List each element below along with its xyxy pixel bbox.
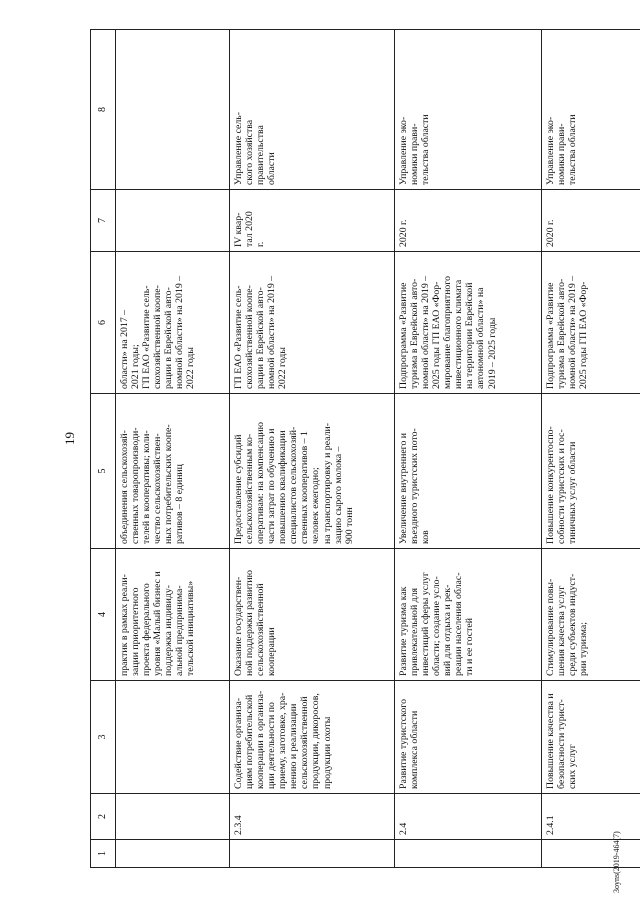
- cell-responsible: [116, 30, 230, 190]
- cell-result: Увеличение внутреннего и въездного туристских пото- ков: [395, 394, 542, 549]
- cell-program: ГП ЕАО «Развитие сель- скохозяйственной коопе- рации в Еврейской авто- номной области» на 2019 – 2022 годы: [230, 252, 395, 394]
- header-cell: 2: [91, 794, 116, 840]
- cell-col1: [395, 840, 542, 868]
- cell-responsible: Управление сель- ского хозяйства правительства области: [230, 30, 395, 190]
- table-row: [542, 30, 640, 868]
- page-number: 19: [62, 432, 77, 445]
- cell-measure: Развитие туристского комплекса области: [395, 681, 542, 794]
- cell-responsible: Управление эко- номики прави- тельства области: [395, 30, 542, 190]
- cell-result: Повышение конкурентоспо- собности туристских и гос- тиничных услуг области: [542, 394, 640, 549]
- document-footer-code: 3oyns(2019-464(7): [612, 831, 621, 893]
- header-cell: 3: [91, 681, 116, 794]
- cell-measure: Содействие организа- циям потребительской кооперации в организа- ции деятельности по приему, заготовке, хра- нению и реализации сельскохозяйственной продукции, дикоросов, продукции охоты: [230, 681, 395, 794]
- cell-deadline: [116, 190, 230, 252]
- cell-mechanism: Оказание государствен- ной поддержки развитию сельскохозяйственной кооперации: [230, 549, 395, 681]
- table-row: [116, 30, 230, 868]
- cell-number: 2.3.4: [230, 794, 395, 840]
- cell-mechanism: Стимулирование повы- шения качества услуг среди субъектов индуст- рии туризма;: [542, 549, 640, 681]
- measures-table: [90, 29, 640, 868]
- cell-responsible: Управление эко- номики прави- тельства области: [542, 30, 640, 190]
- cell-mechanism: Развитие туризма как привлекательной для инвестиций сферы услуг области; создание усло- вий для отдыха и рек- реации населения облас- ти и ее гостей: [395, 549, 542, 681]
- table-row: [395, 30, 542, 868]
- cell-mechanism: практик в рамках реали- зации приоритетного проекта федерального уровня «Малый бизнес и поддержка индивиду- альной предпринима- тельской инициативы»: [116, 549, 230, 681]
- cell-col1: [542, 840, 640, 868]
- table-row: [230, 30, 395, 868]
- header-cell: 8: [91, 30, 116, 190]
- cell-program: Подпрограмма «Развитие туризма в Еврейской авто- номной области» на 2019 – 2025 годы ГП ЕАО «Фор- мирование благоприятного инвестиционного климата на территории Еврейской автономной области» на 2019 – 2025 годы: [395, 252, 542, 394]
- cell-program: области» на 2017 – 2021 годы; ГП ЕАО «Развитие сель- скохозяйственной коопе- рации в Еврейской авто- номной области» на 2019 – 2022 годы: [116, 252, 230, 394]
- cell-number: 2.4: [395, 794, 542, 840]
- cell-deadline: IV квар- тал 2020 г.: [230, 190, 395, 252]
- measures-table-rotated: [90, 30, 590, 868]
- cell-result: объединения сельскохозяй- ственных товаропроизводи- телей в кооперативы; коли- чество сельскохозяйствен- ных потребительских коопе- ративов – 8 единиц: [116, 394, 230, 549]
- header-cell: 4: [91, 549, 116, 681]
- header-cell: 6: [91, 252, 116, 394]
- cell-program: Подпрограмма «Развитие туризма в Еврейской авто- номной области» на 2019 – 2025 годы ГП ЕАО «Фор-: [542, 252, 640, 394]
- cell-deadline: 2020 г.: [395, 190, 542, 252]
- header-cell: 5: [91, 394, 116, 549]
- cell-result: Предоставление субсидий сельскохозяйственным ко- оперативам: на компенсацию части затрат по обучению и повышению квалификации специалистов сельскохозяй- ственных кооперативов – 1 человек ежегодно; на транспортировку и реали- зацию сырого молока – 900 тонн: [230, 394, 395, 549]
- cell-col1: [230, 840, 395, 868]
- cell-col1: [116, 840, 230, 868]
- header-cell: 7: [91, 190, 116, 252]
- cell-number: [116, 794, 230, 840]
- cell-deadline: 2020 г.: [542, 190, 640, 252]
- header-row: [91, 30, 116, 868]
- cell-measure: Повышение качества и безопасности турист- ских услуг: [542, 681, 640, 794]
- cell-measure: [116, 681, 230, 794]
- cell-number: 2.4.1: [542, 794, 640, 840]
- header-cell: 1: [91, 840, 116, 868]
